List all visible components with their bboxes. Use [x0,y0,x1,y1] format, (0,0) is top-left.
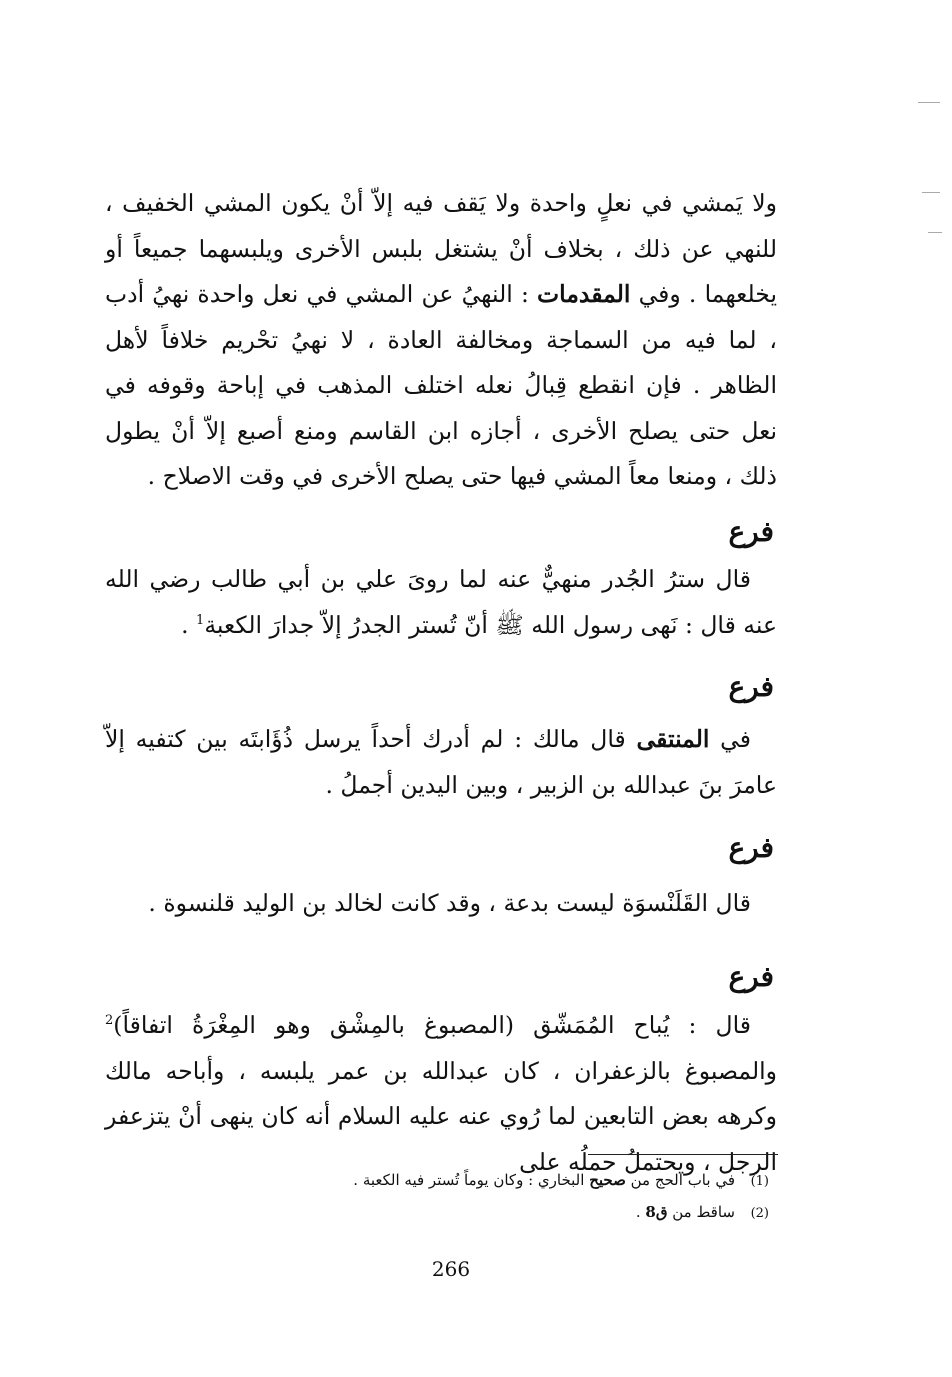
paragraph-dyed-garments [105,1003,777,1185]
source-title-muqaddimat: المقدمات [537,280,631,308]
section-heading: فرع [728,831,774,864]
footnote-number: (2) [750,1206,769,1221]
footnote-source-title: صحيح [589,1171,626,1189]
footnote-number: (1) [750,1174,769,1189]
footnote-2 [169,1197,769,1229]
footnotes [169,1165,769,1229]
page-number: 266 [431,1257,471,1281]
paragraph-text: قال مالك : لم أدرك أحداً يرسل ذُؤَابتَه بين كتفيه إلاّ عامرَ بنَ عبدالله بن الزبير ، وبين اليدين أجملُ . [105,725,777,799]
paragraph-text: قال : يُباح المُمَشّق (المصبوغ بالمِشْق وهو المِغْرَةُ اتفاقاً) [113,1011,751,1039]
section-heading: فرع [728,515,774,548]
paragraph-text: ولا يَمشي في نعلٍ واحدة ولا يَقف فيه إلاّ أنْ يكون المشي الخفيف ، للنهي عن ذلك ، بخلاف أنْ يشتغل بلبس الأخرى ويلبسهما جميعاً أو يخلعهما . وفي [105,189,777,308]
paragraph-text: قال سترُ الجُدر منهيٌّ عنه لما روىَ علي بن أبي طالب رضي الله عنه قال : نَهى رسول الله ﷺ أنّ تُستر الجدرُ إلاّ جدارَ الكعبة [105,565,777,639]
paragraph-text: والمصبوغ بالزعفران ، كان عبدالله بن عمر يلبسه ، وأباحه مالك وكرهه بعض التابعين لما رُوي عنه عليه السلام أنه كان ينهى أنْ يتزعفر الرجل ، ويحتملُ حملُه على [105,1056,777,1176]
paragraph-slippers [105,181,777,500]
paragraph-muntaqa [105,717,777,808]
section-heading: فرع [728,960,774,993]
scan-edge-mark [928,232,942,233]
paragraph-qalansuwa [105,881,777,927]
paragraph-text: في [709,725,751,753]
footnote-text: . [635,1203,646,1221]
paragraph-text: قال القَلَنْسوَة ليست بدعة ، وقد كانت لخالد بن الوليد قلنسوة . [148,889,751,917]
paragraph-text: : النهيُ عن المشي في نعل واحدة نهيُ أدب ، لما فيه من السماجة ومخالفة العادة ، لا نهيُ تحْريم خلافاً لأهل الظاهر . فإن انقطع قِبالُ نعله اختلف المذهب في إباحة وقوفه في نعل حتى يصلح الأخرى ، أجازه ابن القاسم ومنع أصبع إلاّ أنْ يطول ذلك ، ومنعا معاً المشي فيها حتى يصلح الأخرى في وقت الاصلاح . [105,280,777,490]
footnote-marker: 2 [105,1013,114,1029]
footnote-1 [169,1165,769,1197]
section-heading: فرع [728,670,774,703]
footnote-separator [588,1154,778,1155]
footnote-text: ساقط من [667,1203,735,1221]
footnote-text: في باب الحج من [625,1171,735,1189]
footnote-marker: 1 [196,612,205,628]
scan-edge-mark [922,192,940,193]
footnote-source-ref: ق8 [645,1203,668,1221]
footnote-text: البخاري : وكان يوماً تُستر فيه الكعبة . [353,1171,590,1189]
paragraph-text: . [181,610,197,639]
scan-edge-mark [918,102,940,103]
source-title-muntaqa: المنتقى [636,725,710,753]
paragraph-wall-covering [105,557,777,648]
